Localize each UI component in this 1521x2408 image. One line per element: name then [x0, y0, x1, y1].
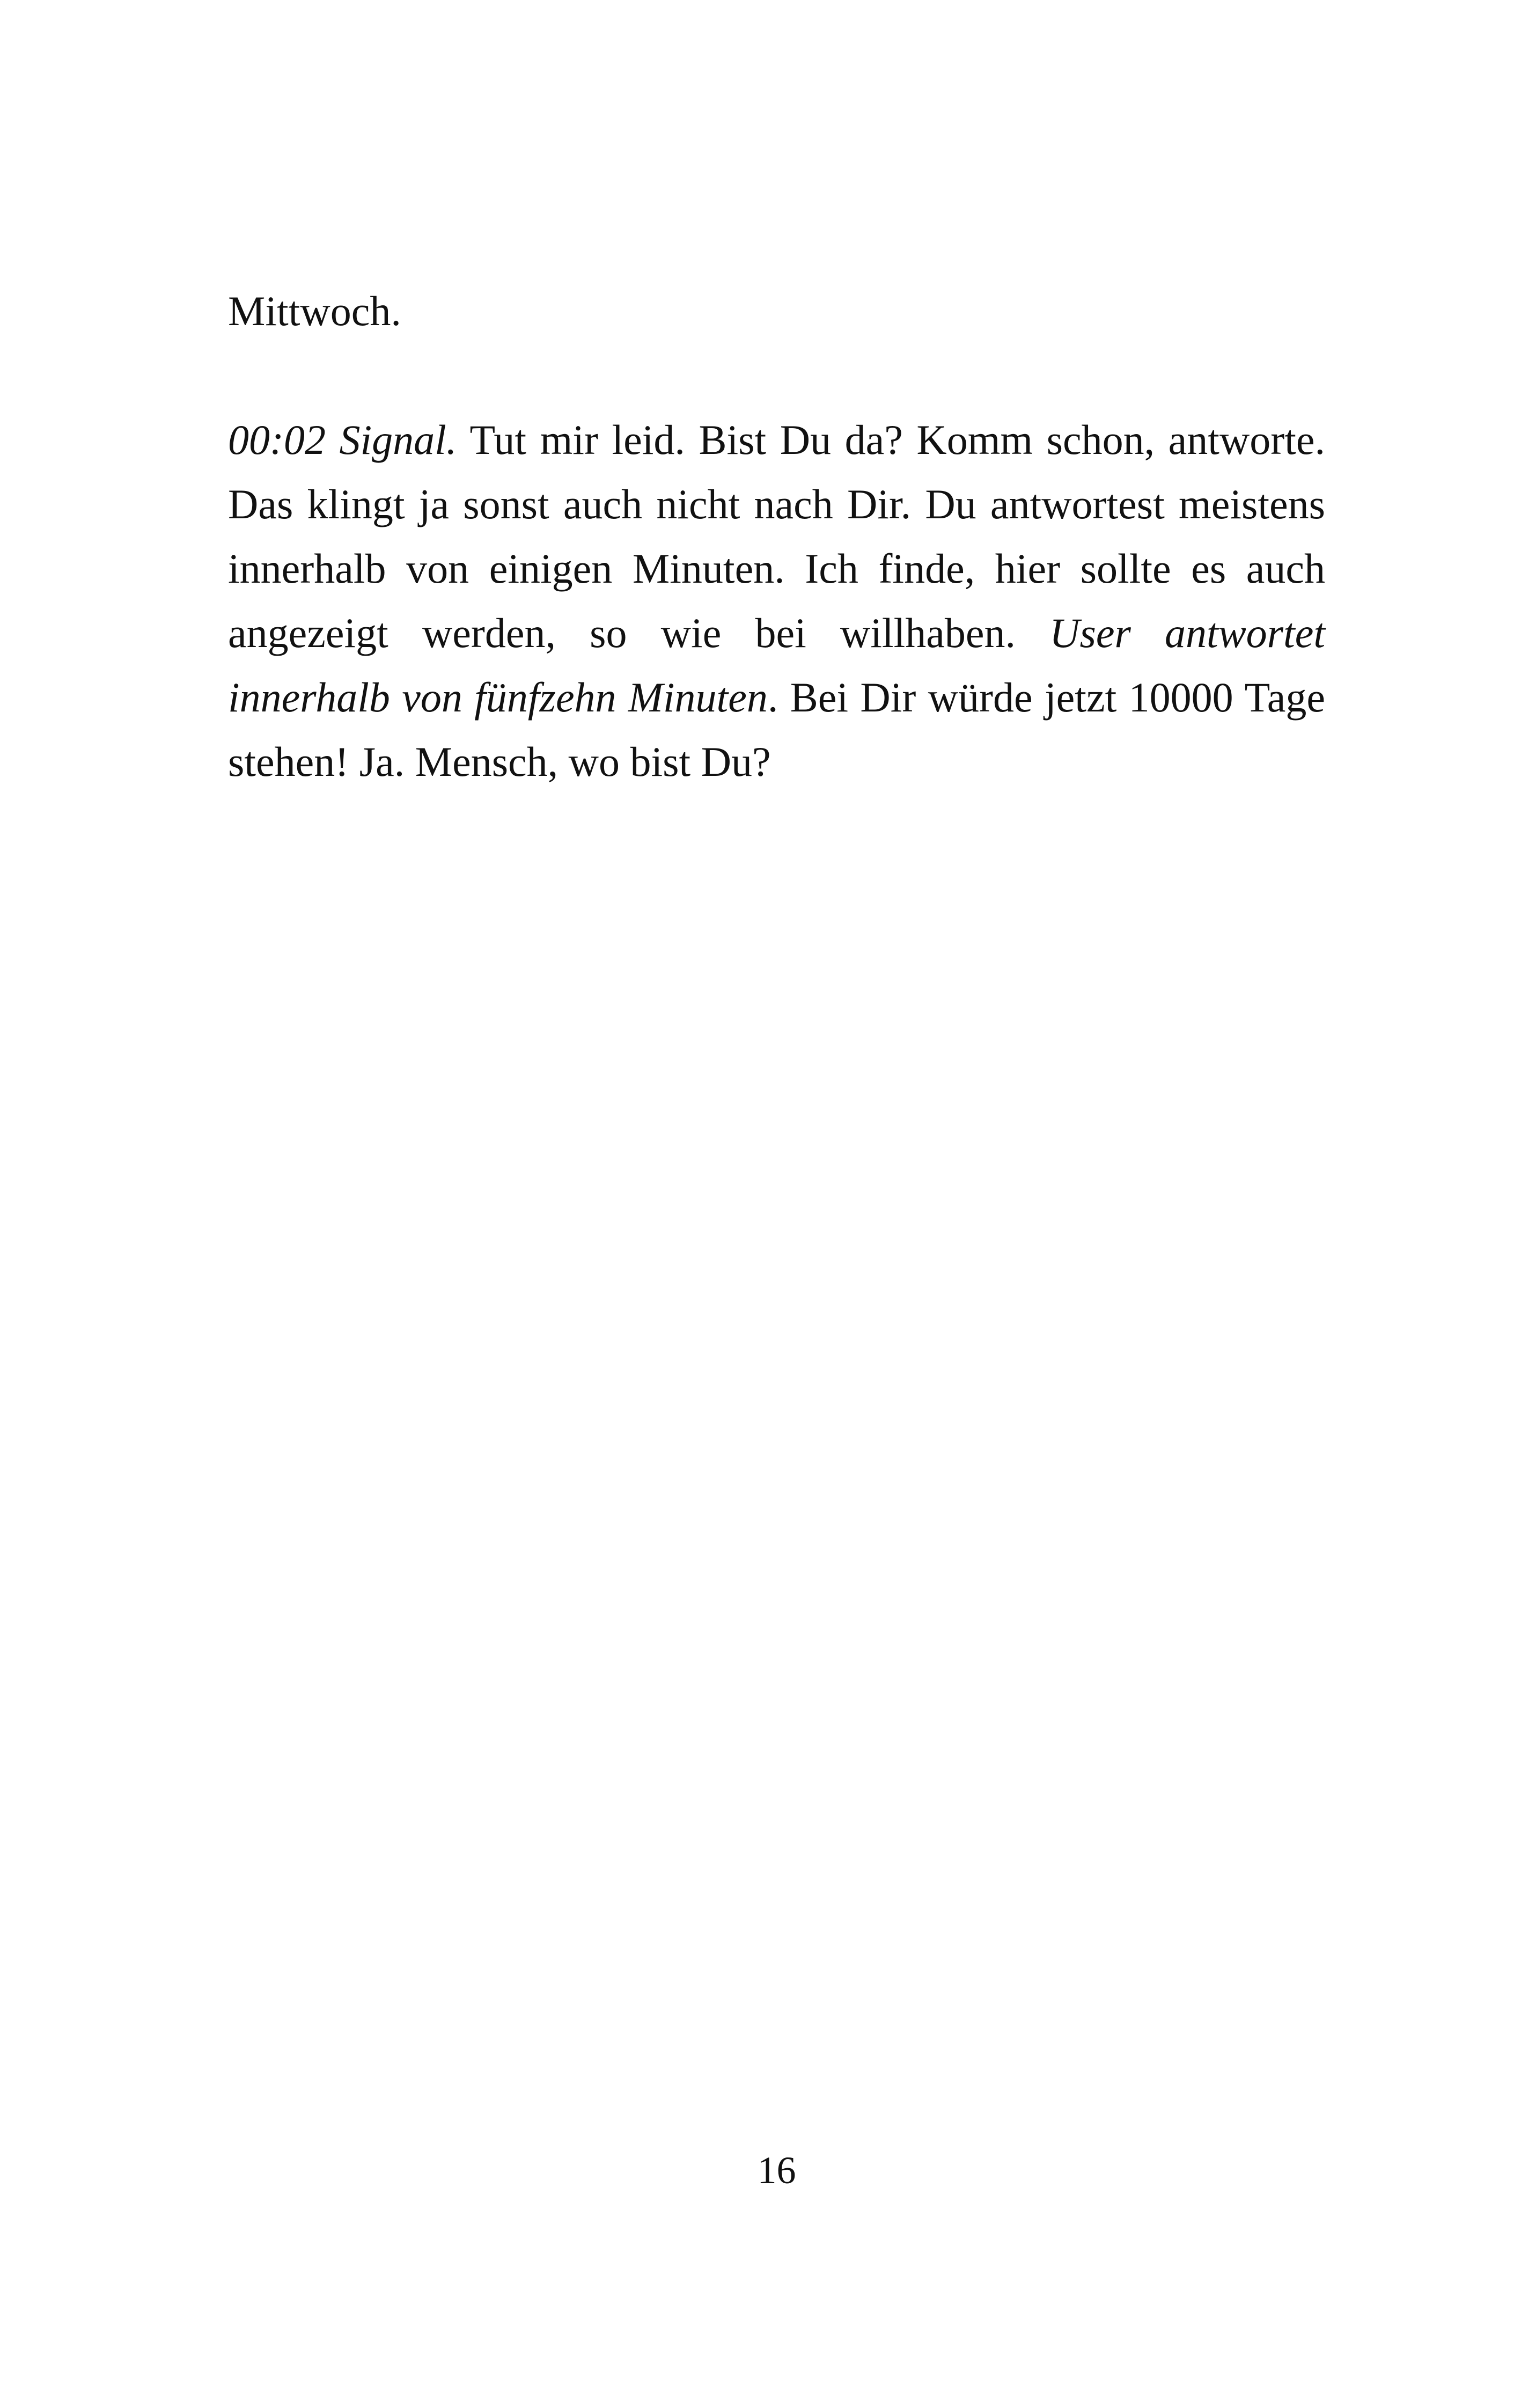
paragraph-text-1: Tut mir leid. Bist Du da? Komm schon, antworte. Das klingt ja sonst auch nicht nach Dir. Du antwortest meistens innerhalb von einigen Minuten. Ich finde, hier sollte es auch angezeigt werden, so wie bei willhaben. — [228, 416, 1325, 656]
page-body — [228, 279, 1325, 794]
page-number: 16 — [757, 2149, 796, 2192]
section-heading: Mittwoch. — [228, 288, 401, 334]
italic-quote: User antwortet innerhalb von fünfzehn Minuten — [228, 610, 1326, 721]
timestamp-italic: 00:02 Signal. — [228, 416, 457, 463]
body-paragraph — [228, 408, 1325, 794]
paragraph-text-2: . Bei Dir würde jetzt 10000 Tage stehen! Ja. Mensch, wo bist Du? — [228, 674, 1326, 785]
